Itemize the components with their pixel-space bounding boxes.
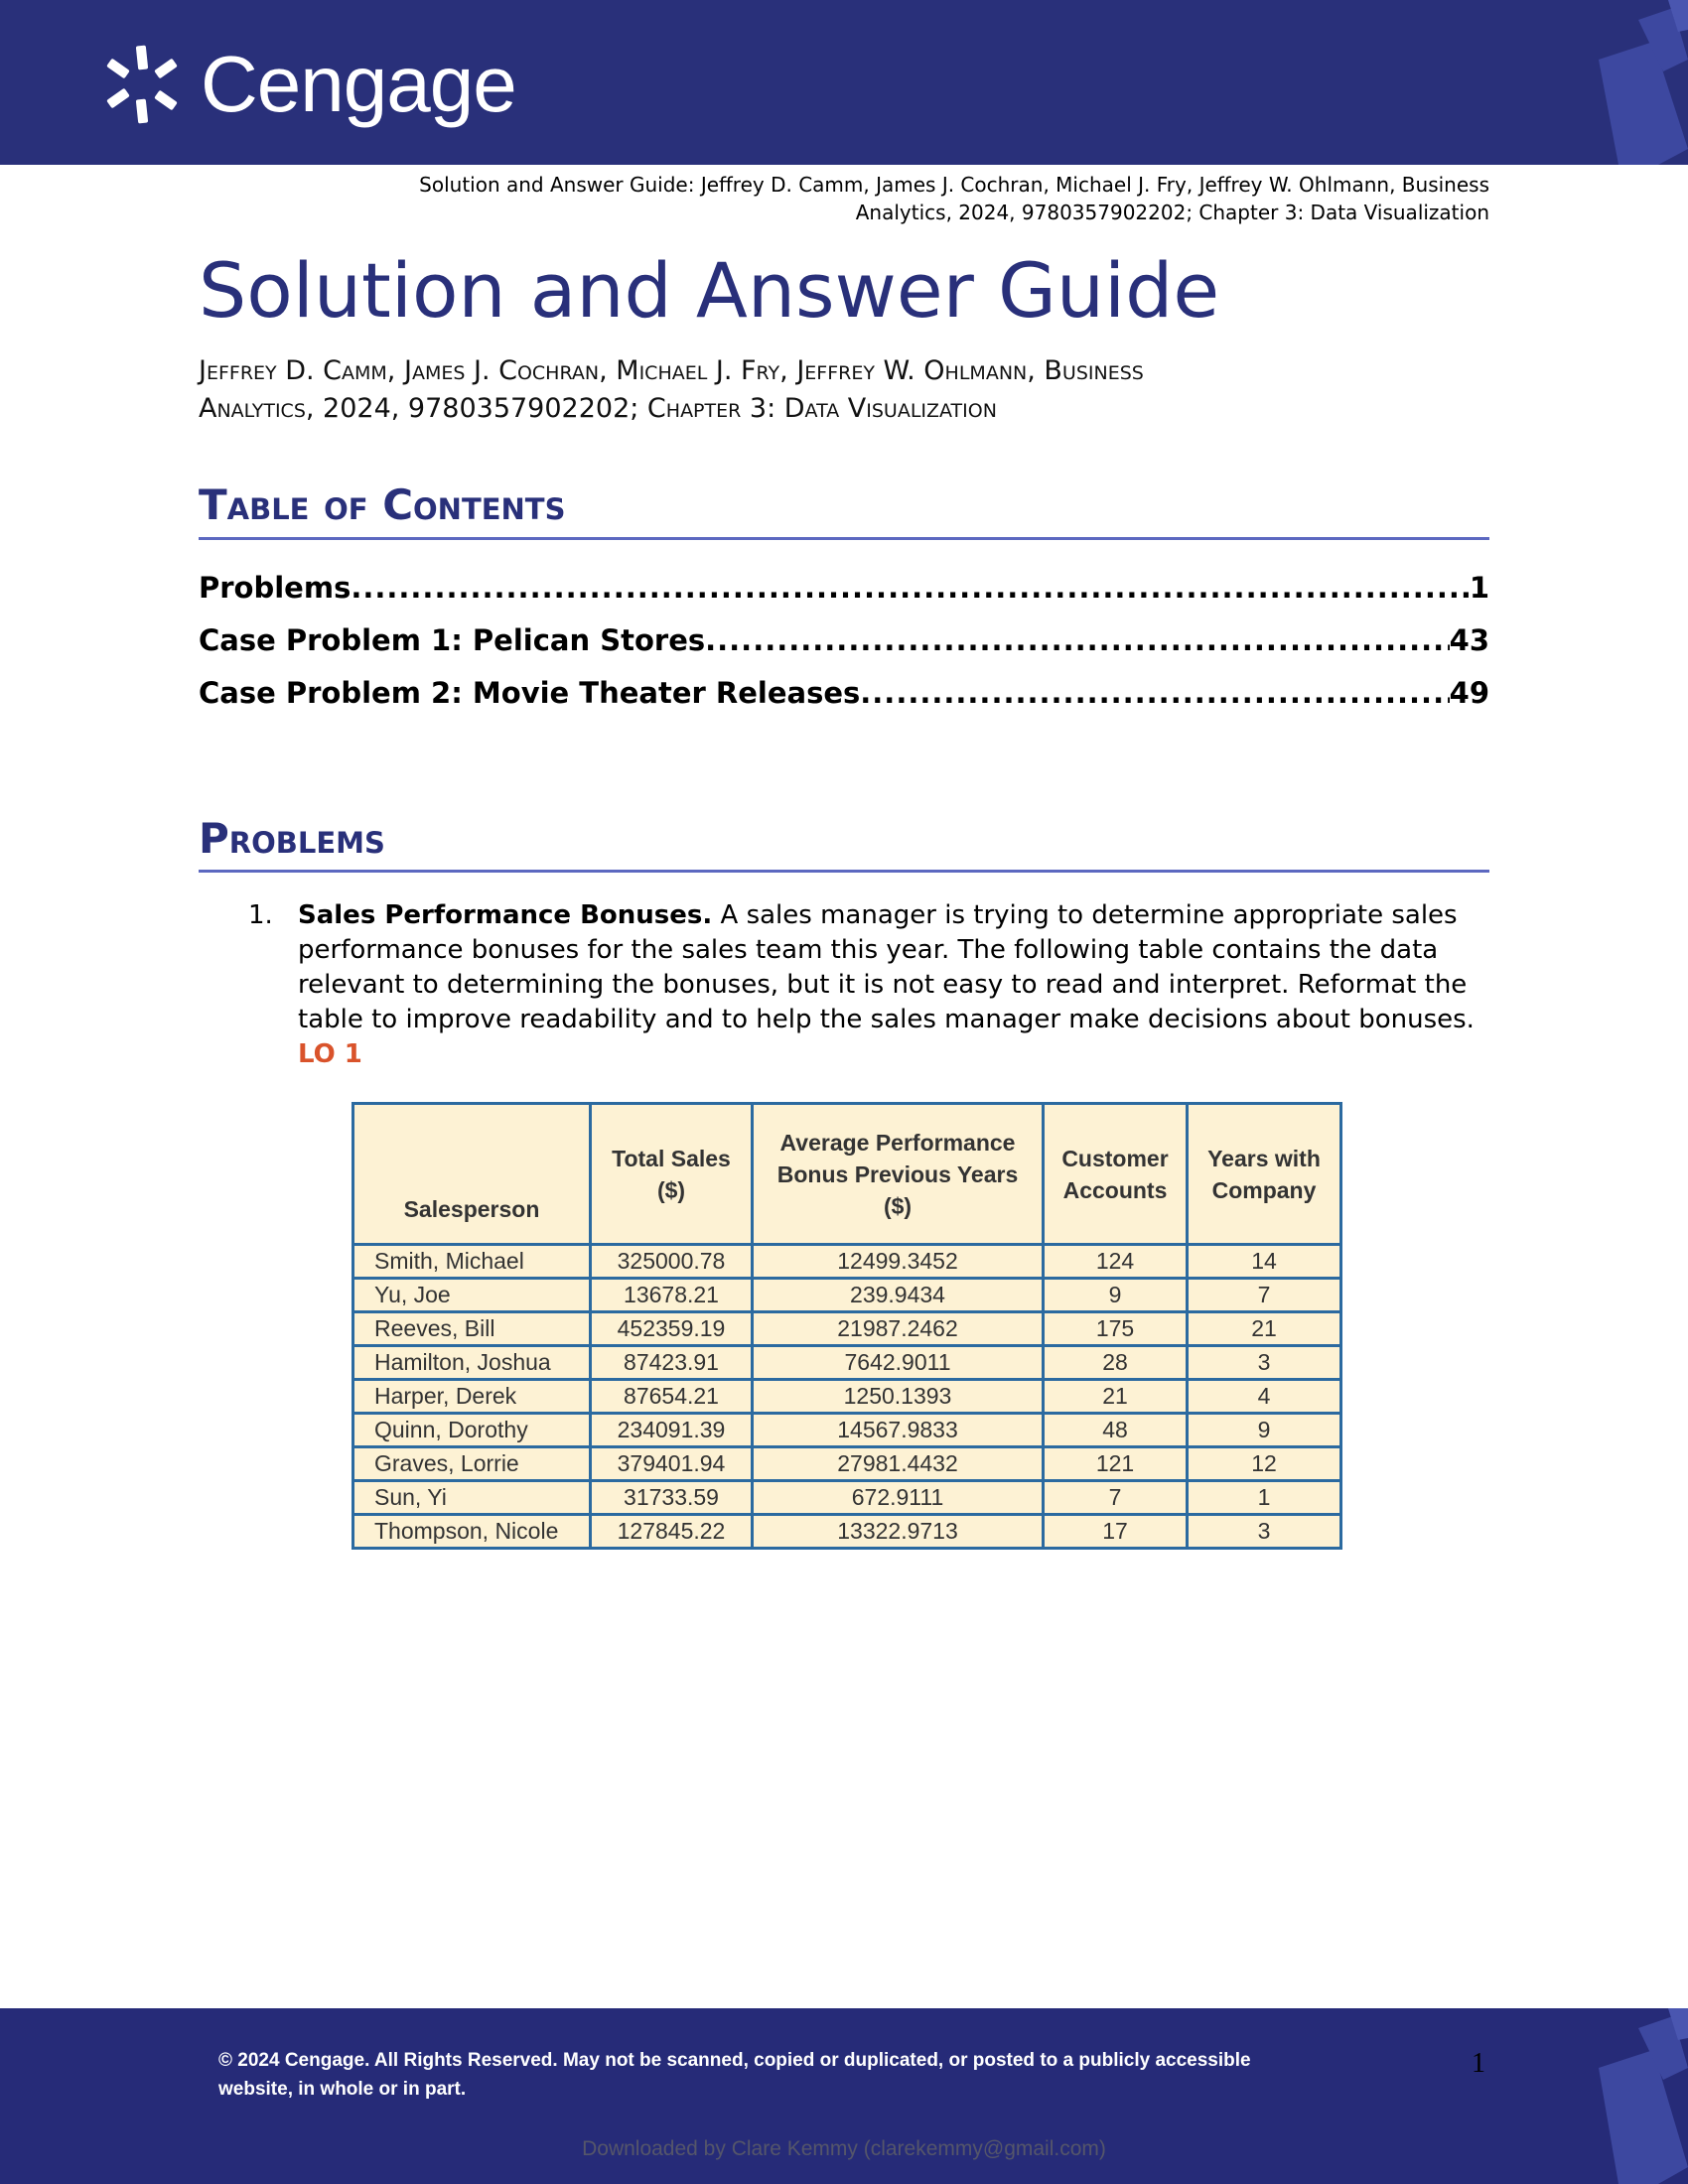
table-cell: 379401.94 [591,1447,753,1481]
salesperson-cell: Quinn, Dorothy [353,1414,591,1447]
table-cell: 13678.21 [591,1279,753,1312]
table-cell: 17 [1044,1515,1188,1549]
table-row [353,1481,1341,1515]
table-cell: 7 [1188,1279,1341,1312]
toc-entry-page[interactable]: 49 [1449,675,1489,710]
document-title: Solution and Answer Guide [199,246,1220,335]
subtitle-line: Jeffrey D. Camm, James J. Cochran, Michael J. Fry, Jeffrey W. Ohlmann, Business [199,355,1144,386]
table-row [353,1245,1341,1279]
salesperson-cell: Yu, Joe [353,1279,591,1312]
problem-1 [248,898,1499,1072]
table-cell: 87654.21 [591,1380,753,1414]
problems-heading: Problems [199,814,385,863]
table-cell: 31733.59 [591,1481,753,1515]
table-cell: 3 [1188,1346,1341,1380]
problem-text: A sales manager is trying to determine appropriate sales performance bonuses for the sales team this year. The following table contains the data relevant to determining the bonuses, but it is not easy to read and interpret. Reformat the table to improve readability and to help the sales manager make decisions about bonuses. [298,900,1475,1034]
table-cell: 27981.4432 [753,1447,1044,1481]
cengage-sparkle-icon [99,42,185,127]
table-row [353,1312,1341,1346]
running-header-line: Analytics, 2024, 9780357902202; Chapter 3: Data Visualization [855,201,1489,224]
dot-leader [705,623,1450,657]
column-header: Average Performance Bonus Previous Years ($) [753,1104,1044,1245]
table-cell: 452359.19 [591,1312,753,1346]
table-row [353,1346,1341,1380]
toc-entry-case-1[interactable] [199,614,1489,666]
table-row [353,1515,1341,1549]
table-cell: 21 [1044,1380,1188,1414]
toc-entry-case-2[interactable] [199,666,1489,719]
salesperson-cell: Smith, Michael [353,1245,591,1279]
table-cell: 48 [1044,1414,1188,1447]
divider [199,537,1489,540]
table-cell: 9 [1188,1414,1341,1447]
table-cell: 1250.1393 [753,1380,1044,1414]
table-cell: 14 [1188,1245,1341,1279]
salesperson-cell: Harper, Derek [353,1380,591,1414]
toc-entry-label[interactable]: Problems [199,570,352,605]
document-subtitle [199,352,1509,428]
table-row [353,1414,1341,1447]
table-cell: 239.9434 [753,1279,1044,1312]
decorative-shapes [1579,2008,1688,2184]
table-cell: 3 [1188,1515,1341,1549]
decorative-shapes [1579,0,1688,165]
table-cell: 87423.91 [591,1346,753,1380]
salesperson-cell: Sun, Yi [353,1481,591,1515]
toc-entry-page[interactable]: 43 [1449,622,1489,657]
column-header: Customer Accounts [1044,1104,1188,1245]
toc-entry-label[interactable]: Case Problem 1: Pelican Stores [199,622,706,657]
table-cell: 7 [1044,1481,1188,1515]
learning-objective-tag: LO 1 [298,1039,362,1069]
toc-entry-label[interactable]: Case Problem 2: Movie Theater Releases [199,675,861,710]
logo-text: Cengage [201,40,516,128]
salesperson-cell: Thompson, Nicole [353,1515,591,1549]
cengage-logo [99,42,516,127]
table-cell: 9 [1044,1279,1188,1312]
column-header: Years with Company [1188,1104,1341,1245]
footer [0,2008,1688,2184]
table-cell: 175 [1044,1312,1188,1346]
download-watermark: Downloaded by Clare Kemmy (clarekemmy@gmail.com) [582,2137,1106,2160]
dot-leader [860,676,1449,710]
table-cell: 21 [1188,1312,1341,1346]
salesperson-cell: Graves, Lorrie [353,1447,591,1481]
table-row [353,1380,1341,1414]
problem-title: Sales Performance Bonuses. [298,900,713,930]
sales-data-table [352,1102,1342,1550]
toc-entry-problems[interactable] [199,561,1489,614]
table-cell: 4 [1188,1380,1341,1414]
table-row [353,1279,1341,1312]
table-cell: 234091.39 [591,1414,753,1447]
table-cell: 672.9111 [753,1481,1044,1515]
table-row [353,1447,1341,1481]
top-banner [0,0,1688,165]
table-cell: 21987.2462 [753,1312,1044,1346]
table-cell: 1 [1188,1481,1341,1515]
salesperson-cell: Reeves, Bill [353,1312,591,1346]
table-cell: 14567.9833 [753,1414,1044,1447]
problem-number: 1. [248,900,273,930]
divider [199,870,1489,873]
table-cell: 121 [1044,1447,1188,1481]
running-header-line: Solution and Answer Guide: Jeffrey D. Camm, James J. Cochran, Michael J. Fry, Jeffrey W. Ohlmann, Business [419,173,1489,197]
dot-leader [351,571,1469,605]
table-cell: 12 [1188,1447,1341,1481]
table-cell: 127845.22 [591,1515,753,1549]
table-of-contents [199,561,1489,719]
column-header: Total Sales ($) [591,1104,753,1245]
table-cell: 325000.78 [591,1245,753,1279]
table-cell: 124 [1044,1245,1188,1279]
table-header-row [353,1104,1341,1245]
table-cell: 12499.3452 [753,1245,1044,1279]
toc-entry-page[interactable]: 1 [1469,570,1489,605]
table-cell: 7642.9011 [753,1346,1044,1380]
running-header [199,171,1489,226]
table-cell: 13322.9713 [753,1515,1044,1549]
copyright-notice: © 2024 Cengage. All Rights Reserved. May not be scanned, copied or duplicated, or posted to a publicly accessible website, in whole or in part. [218,2050,1251,2100]
toc-heading: Table of Contents [199,480,566,529]
subtitle-line: Analytics, 2024, 9780357902202; Chapter 3: Data Visualization [199,393,997,424]
column-header: Salesperson [353,1104,591,1245]
table-cell: 28 [1044,1346,1188,1380]
salesperson-cell: Hamilton, Joshua [353,1346,591,1380]
page-number: 1 [1472,2048,1485,2079]
